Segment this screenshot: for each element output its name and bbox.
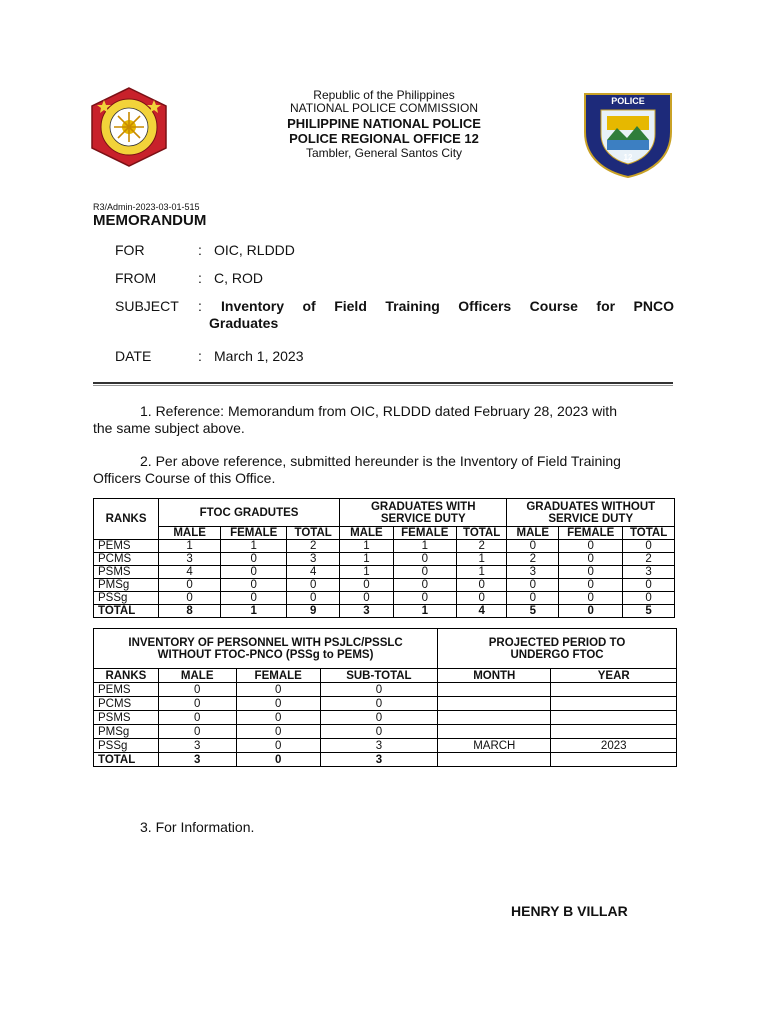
- table2-col-header: SUB-TOTAL: [320, 669, 437, 683]
- table-row: [94, 725, 677, 739]
- date-label: DATE: [115, 348, 152, 364]
- value-cell: 0: [393, 566, 456, 579]
- value-cell: 0: [340, 592, 394, 605]
- value-cell: 0: [559, 579, 623, 592]
- value-cell: 0: [221, 566, 287, 579]
- year-cell: [551, 697, 677, 711]
- value-cell: 1: [340, 540, 394, 553]
- value-cell: 0: [507, 579, 559, 592]
- value-cell: 0: [559, 592, 623, 605]
- paragraph-2-line-2: Officers Course of this Office.: [93, 470, 276, 486]
- value-cell: 2: [507, 553, 559, 566]
- table-row: [94, 711, 677, 725]
- table-row: [94, 540, 675, 553]
- value-cell: 0: [507, 592, 559, 605]
- value-cell: 1: [393, 605, 456, 618]
- table1-subheader: FEMALE: [221, 527, 287, 540]
- value-cell: 8: [159, 605, 221, 618]
- table2-inventory-header: INVENTORY OF PERSONNEL WITH PSJLC/PSSLC WITHOUT FTOC-PNCO (PSSg to PEMS): [94, 629, 438, 669]
- subtotal-cell: 0: [320, 683, 437, 697]
- value-cell: 0: [456, 592, 507, 605]
- memo-title: MEMORANDUM: [93, 212, 207, 229]
- value-cell: 0: [393, 579, 456, 592]
- month-cell: [438, 725, 551, 739]
- table1-subheader: MALE: [159, 527, 221, 540]
- paragraph-1-line-2: the same subject above.: [93, 420, 245, 436]
- value-cell: 0: [221, 592, 287, 605]
- rank-cell: PEMS: [94, 540, 159, 553]
- table1-subheader: TOTAL: [456, 527, 507, 540]
- date-value: March 1, 2023: [214, 348, 304, 364]
- male-cell: 0: [158, 725, 236, 739]
- subtotal-cell: 0: [320, 697, 437, 711]
- table-row: [94, 566, 675, 579]
- table1-subheader: TOTAL: [287, 527, 340, 540]
- inventory-personnel-table: [93, 628, 677, 767]
- ftoc-graduates-table: [93, 498, 675, 618]
- value-cell: 3: [623, 566, 675, 579]
- value-cell: 0: [393, 553, 456, 566]
- female-cell: 0: [236, 697, 320, 711]
- value-cell: 1: [456, 566, 507, 579]
- table-total-row: [94, 605, 675, 618]
- paragraph-2-line-1: 2. Per above reference, submitted hereunder is the Inventory of Field Training: [140, 453, 621, 469]
- subject-colon: :: [198, 298, 202, 314]
- date-colon: :: [198, 348, 202, 364]
- value-cell: 5: [623, 605, 675, 618]
- svg-text:12: 12: [623, 153, 633, 162]
- table2-col-header: MALE: [158, 669, 236, 683]
- for-colon: :: [198, 242, 202, 258]
- value-cell: 0: [623, 540, 675, 553]
- value-cell: 1: [221, 540, 287, 553]
- paragraph-3: 3. For Information.: [140, 819, 255, 835]
- month-cell: [438, 753, 551, 767]
- table-total-row: [94, 753, 677, 767]
- for-value: OIC, RLDDD: [214, 242, 295, 258]
- table1-subheader: FEMALE: [559, 527, 623, 540]
- header-pnp: PHILIPPINE NATIONAL POLICE: [287, 116, 481, 131]
- female-cell: 0: [236, 753, 320, 767]
- year-cell: [551, 753, 677, 767]
- table1-subheader: MALE: [507, 527, 559, 540]
- table2-col-header: MONTH: [438, 669, 551, 683]
- value-cell: 9: [287, 605, 340, 618]
- value-cell: 0: [623, 579, 675, 592]
- table2-projected-header: PROJECTED PERIOD TO UNDERGO FTOC: [438, 629, 677, 669]
- month-cell: [438, 683, 551, 697]
- rank-cell: PSSg: [94, 739, 159, 753]
- table1-subheader: TOTAL: [623, 527, 675, 540]
- subject-label: SUBJECT: [115, 298, 179, 314]
- month-cell: [438, 697, 551, 711]
- value-cell: 3: [507, 566, 559, 579]
- value-cell: 2: [287, 540, 340, 553]
- table1-with-duty-header: GRADUATES WITH SERVICE DUTY: [340, 499, 507, 527]
- table-row: [94, 697, 677, 711]
- header-address: Tambler, General Santos City: [305, 146, 463, 160]
- for-label: FOR: [115, 242, 145, 258]
- header-divider-shadow: [93, 385, 673, 386]
- value-cell: 5: [507, 605, 559, 618]
- value-cell: 0: [559, 605, 623, 618]
- value-cell: 0: [159, 592, 221, 605]
- value-cell: 3: [287, 553, 340, 566]
- table1-subheader: FEMALE: [393, 527, 456, 540]
- value-cell: 0: [159, 579, 221, 592]
- value-cell: 3: [340, 605, 394, 618]
- rank-cell: PMSg: [94, 579, 159, 592]
- value-cell: 0: [287, 579, 340, 592]
- rank-cell: PSMS: [94, 566, 159, 579]
- paragraph-1: [93, 403, 673, 437]
- subtotal-cell: 0: [320, 725, 437, 739]
- table2-col-header: YEAR: [551, 669, 677, 683]
- value-cell: 0: [559, 553, 623, 566]
- rank-cell: PMSg: [94, 725, 159, 739]
- male-cell: 3: [158, 739, 236, 753]
- value-cell: 0: [221, 579, 287, 592]
- year-cell: 2023: [551, 739, 677, 753]
- value-cell: 4: [456, 605, 507, 618]
- female-cell: 0: [236, 739, 320, 753]
- table1-ranks-header: RANKS: [94, 499, 159, 540]
- table2-col-header: RANKS: [94, 669, 159, 683]
- year-cell: [551, 725, 677, 739]
- paragraph-2: [93, 453, 673, 487]
- value-cell: 0: [287, 592, 340, 605]
- value-cell: 0: [623, 592, 675, 605]
- value-cell: 1: [340, 566, 394, 579]
- signatory-name: HENRY B VILLAR: [511, 903, 628, 919]
- paragraph-1-line-1: 1. Reference: Memorandum from OIC, RLDDD dated February 28, 2023 with: [140, 403, 617, 419]
- from-colon: :: [198, 270, 202, 286]
- table-row: [94, 553, 675, 566]
- from-label: FROM: [115, 270, 157, 286]
- value-cell: 2: [623, 553, 675, 566]
- male-cell: 0: [158, 711, 236, 725]
- table-row: [94, 739, 677, 753]
- value-cell: 1: [221, 605, 287, 618]
- header-regional-office: POLICE REGIONAL OFFICE 12: [289, 131, 479, 146]
- female-cell: 0: [236, 683, 320, 697]
- value-cell: 0: [559, 566, 623, 579]
- rank-cell: PEMS: [94, 683, 159, 697]
- male-cell: 3: [158, 753, 236, 767]
- rank-cell: TOTAL: [94, 605, 159, 618]
- from-value: C, ROD: [214, 270, 263, 286]
- value-cell: 0: [456, 579, 507, 592]
- subtotal-cell: 3: [320, 753, 437, 767]
- value-cell: 1: [159, 540, 221, 553]
- female-cell: 0: [236, 711, 320, 725]
- table-row: [94, 683, 677, 697]
- value-cell: 0: [221, 553, 287, 566]
- value-cell: 2: [456, 540, 507, 553]
- table-row: [94, 592, 675, 605]
- reference-number: R3/Admin-2023-03-01-515: [93, 202, 200, 212]
- svg-text:POLICE: POLICE: [611, 96, 645, 106]
- header-divider: [93, 382, 673, 384]
- rank-cell: PCMS: [94, 553, 159, 566]
- value-cell: 1: [456, 553, 507, 566]
- subject-line-1: Inventory of Field Training Officers Course for PNCO: [221, 298, 674, 314]
- rank-cell: PSMS: [94, 711, 159, 725]
- header-republic: Republic of the Philippines: [313, 88, 455, 102]
- subtotal-cell: 3: [320, 739, 437, 753]
- value-cell: 4: [159, 566, 221, 579]
- year-cell: [551, 683, 677, 697]
- male-cell: 0: [158, 683, 236, 697]
- rank-cell: TOTAL: [94, 753, 159, 767]
- value-cell: 0: [393, 592, 456, 605]
- table1-without-duty-header: GRADUATES WITHOUT SERVICE DUTY: [507, 499, 675, 527]
- value-cell: 3: [159, 553, 221, 566]
- value-cell: 0: [559, 540, 623, 553]
- month-cell: [438, 711, 551, 725]
- table1-subheader: MALE: [340, 527, 394, 540]
- value-cell: 4: [287, 566, 340, 579]
- table2-col-header: FEMALE: [236, 669, 320, 683]
- rank-cell: PCMS: [94, 697, 159, 711]
- subtotal-cell: 0: [320, 711, 437, 725]
- rank-cell: PSSg: [94, 592, 159, 605]
- table-row: [94, 579, 675, 592]
- value-cell: 0: [340, 579, 394, 592]
- subject-line-2: Graduates: [209, 315, 279, 331]
- header-commission: NATIONAL POLICE COMMISSION: [289, 101, 479, 115]
- value-cell: 0: [507, 540, 559, 553]
- year-cell: [551, 711, 677, 725]
- female-cell: 0: [236, 725, 320, 739]
- month-cell: MARCH: [438, 739, 551, 753]
- value-cell: 1: [393, 540, 456, 553]
- table1-ftoc-header: FTOC GRADUTES: [159, 499, 340, 527]
- male-cell: 0: [158, 697, 236, 711]
- value-cell: 1: [340, 553, 394, 566]
